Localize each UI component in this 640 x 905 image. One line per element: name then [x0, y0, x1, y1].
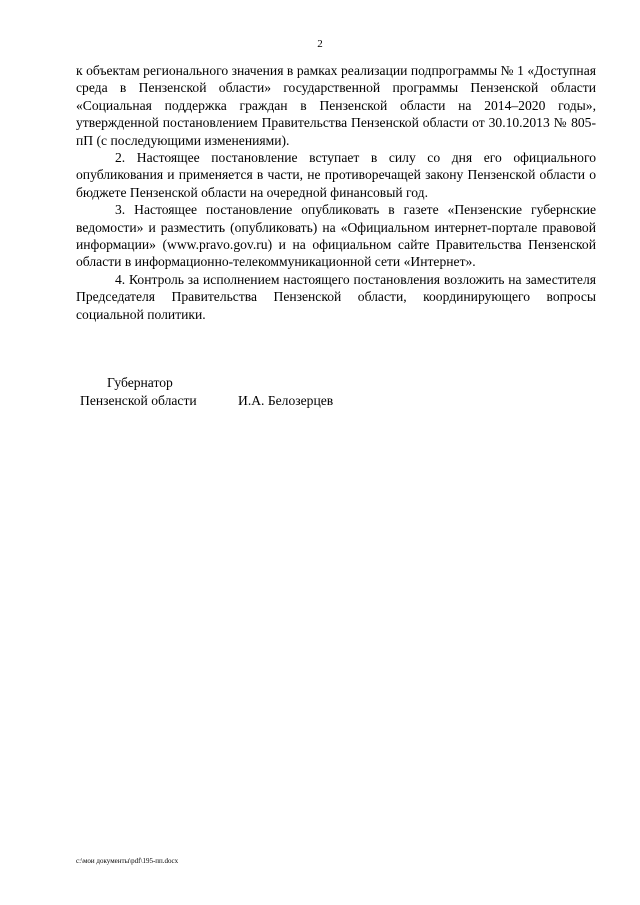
paragraph-item-3: 3. Настоящее постановление опубликовать в газете «Пензенские губернские ведомости» и разместить (опубликовать) на «Официальном интернет-портале правовой информации» (www.pravo.gov.ru) и на официальном сайте Правительства Пензенской области в информационно-телекоммуникационной сети «Интернет». [76, 202, 596, 270]
signature-region: Пензенской области [80, 393, 197, 408]
paragraph-continuation: к объектам регионального значения в рамках реализации подпрограммы № 1 «Доступная среда в Пензенской области» государственной программы Пензенской области «Социальная поддержка граждан в Пензенской области на 2014–2020 годы», утвержденной постановлением Правительства Пензенской области от 30.10.2013 № 805-пП (с последующими изменениями). [76, 63, 596, 148]
signature-name: И.А. Белозерцев [238, 393, 334, 408]
paragraph-item-2: 2. Настоящее постановление вступает в силу со дня его официального опубликования и применяется в части, не противоречащей закону Пензенской области о бюджете Пензенской области на очередной финансовый год. [76, 150, 596, 200]
page-number: 2 [317, 38, 323, 50]
document-body [76, 62, 596, 323]
paragraph-item-4: 4. Контроль за исполнением настоящего постановления возложить на заместителя Председателя Правительства Пензенской области, координирующего вопросы социальной политики. [76, 271, 596, 322]
signature-title: Губернатор [107, 375, 173, 390]
footer-file-path: c:\мои документы\pdf\195-пп.docx [76, 857, 179, 865]
